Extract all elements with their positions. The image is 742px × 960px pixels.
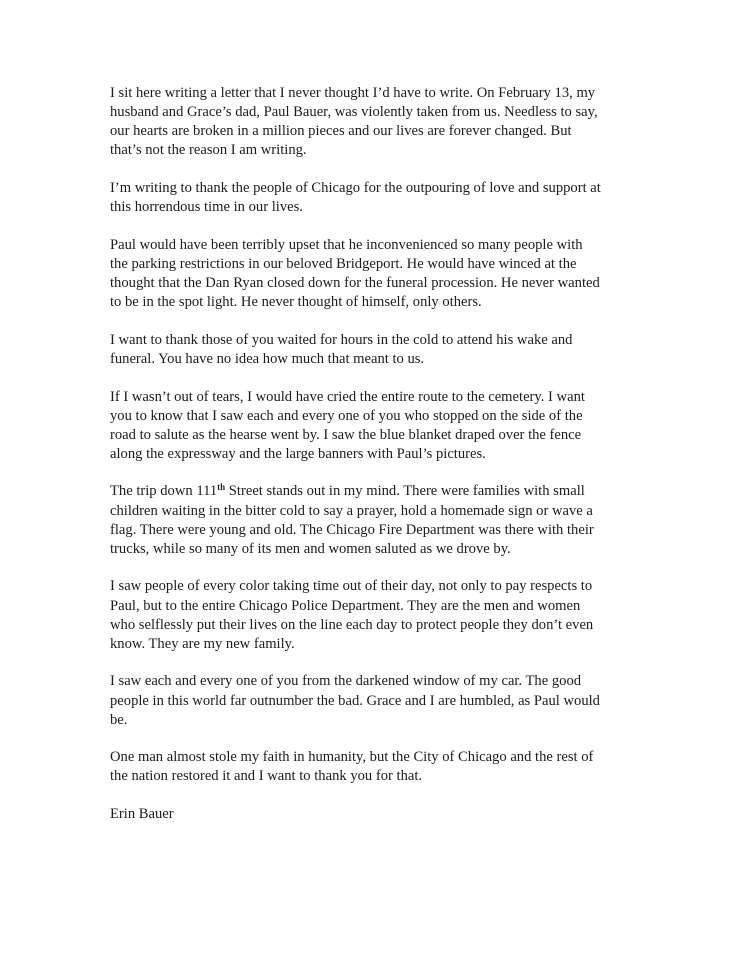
paragraph-line: I saw each and every one of you from the darkened window of my car. The good — [110, 673, 582, 690]
paragraph-line: trucks, while so many of its men and women saluted as we drove by. — [110, 540, 511, 557]
line-text-after-ordinal: Street stands out in my mind. There were families with small — [225, 483, 585, 500]
paragraph-5 — [110, 388, 650, 464]
paragraph-7 — [110, 577, 650, 653]
paragraph-line: people in this world far outnumber the bad. Grace and I are humbled, as Paul would — [110, 692, 600, 709]
paragraph-line: Paul would have been terribly upset that he inconvenienced so many people with — [110, 236, 583, 253]
paragraph-2 — [110, 179, 650, 217]
paragraph-line: I want to thank those of you waited for hours in the cold to attend his wake and — [110, 331, 573, 348]
paragraph-line: flag. There were young and old. The Chicago Fire Department was there with their — [110, 521, 594, 538]
paragraph-line: husband and Grace’s dad, Paul Bauer, was violently taken from us. Needless to say, — [110, 104, 598, 121]
paragraph-line: who selflessly put their lives on the line each day to protect people they don’t even — [110, 616, 594, 633]
paragraph-line: thought that the Dan Ryan closed down for the funeral procession. He never wanted — [110, 274, 600, 291]
paragraph-line: children waiting in the bitter cold to say a prayer, hold a homemade sign or wave a — [110, 502, 593, 519]
paragraph-6 — [110, 482, 650, 558]
paragraph-1 — [110, 84, 650, 160]
paragraph-line: along the expressway and the large banners with Paul’s pictures. — [110, 445, 486, 462]
paragraph-line: you to know that I saw each and every one of you who stopped on the side of the — [110, 407, 583, 424]
paragraph-line: to be in the spot light. He never thought of himself, only others. — [110, 294, 482, 311]
paragraph-line: One man almost stole my faith in humanity, but the City of Chicago and the rest of — [110, 749, 594, 766]
paragraph-9 — [110, 748, 650, 786]
letter-body — [110, 84, 650, 824]
signature: Erin Bauer — [110, 806, 174, 823]
paragraph-line: the parking restrictions in our beloved Bridgeport. He would have winced at the — [110, 255, 577, 272]
paragraph-line: I’m writing to thank the people of Chicago for the outpouring of love and support at — [110, 179, 601, 196]
line-text-before-ordinal: The trip down 111 — [110, 483, 218, 500]
paragraph-3 — [110, 236, 650, 312]
ordinal-superscript: th — [217, 482, 226, 493]
paragraph-line: Paul, but to the entire Chicago Police Department. They are the men and women — [110, 597, 581, 614]
paragraph-line: If I wasn’t out of tears, I would have cried the entire route to the cemetery. I want — [110, 388, 585, 405]
paragraph-line: funeral. You have no idea how much that meant to us. — [110, 350, 425, 367]
paragraph-line: the nation restored it and I want to thank you for that. — [110, 768, 423, 785]
paragraph-line: I sit here writing a letter that I never thought I’d have to write. On February 13, my — [110, 85, 596, 101]
paragraph-line: this horrendous time in our lives. — [110, 199, 303, 216]
paragraph-4 — [110, 331, 650, 369]
paragraph-line: that’s not the reason I am writing. — [110, 142, 307, 159]
paragraph-line: know. They are my new family. — [110, 635, 295, 652]
paragraph-line: be. — [110, 711, 128, 728]
paragraph-line: road to salute as the hearse went by. I saw the blue blanket draped over the fence — [110, 426, 582, 443]
paragraph-8 — [110, 672, 650, 729]
paragraph-line: I saw people of every color taking time out of their day, not only to pay respects to — [110, 578, 593, 595]
paragraph-first-line — [110, 482, 650, 501]
paragraph-line: our hearts are broken in a million pieces and our lives are forever changed. But — [110, 123, 572, 140]
